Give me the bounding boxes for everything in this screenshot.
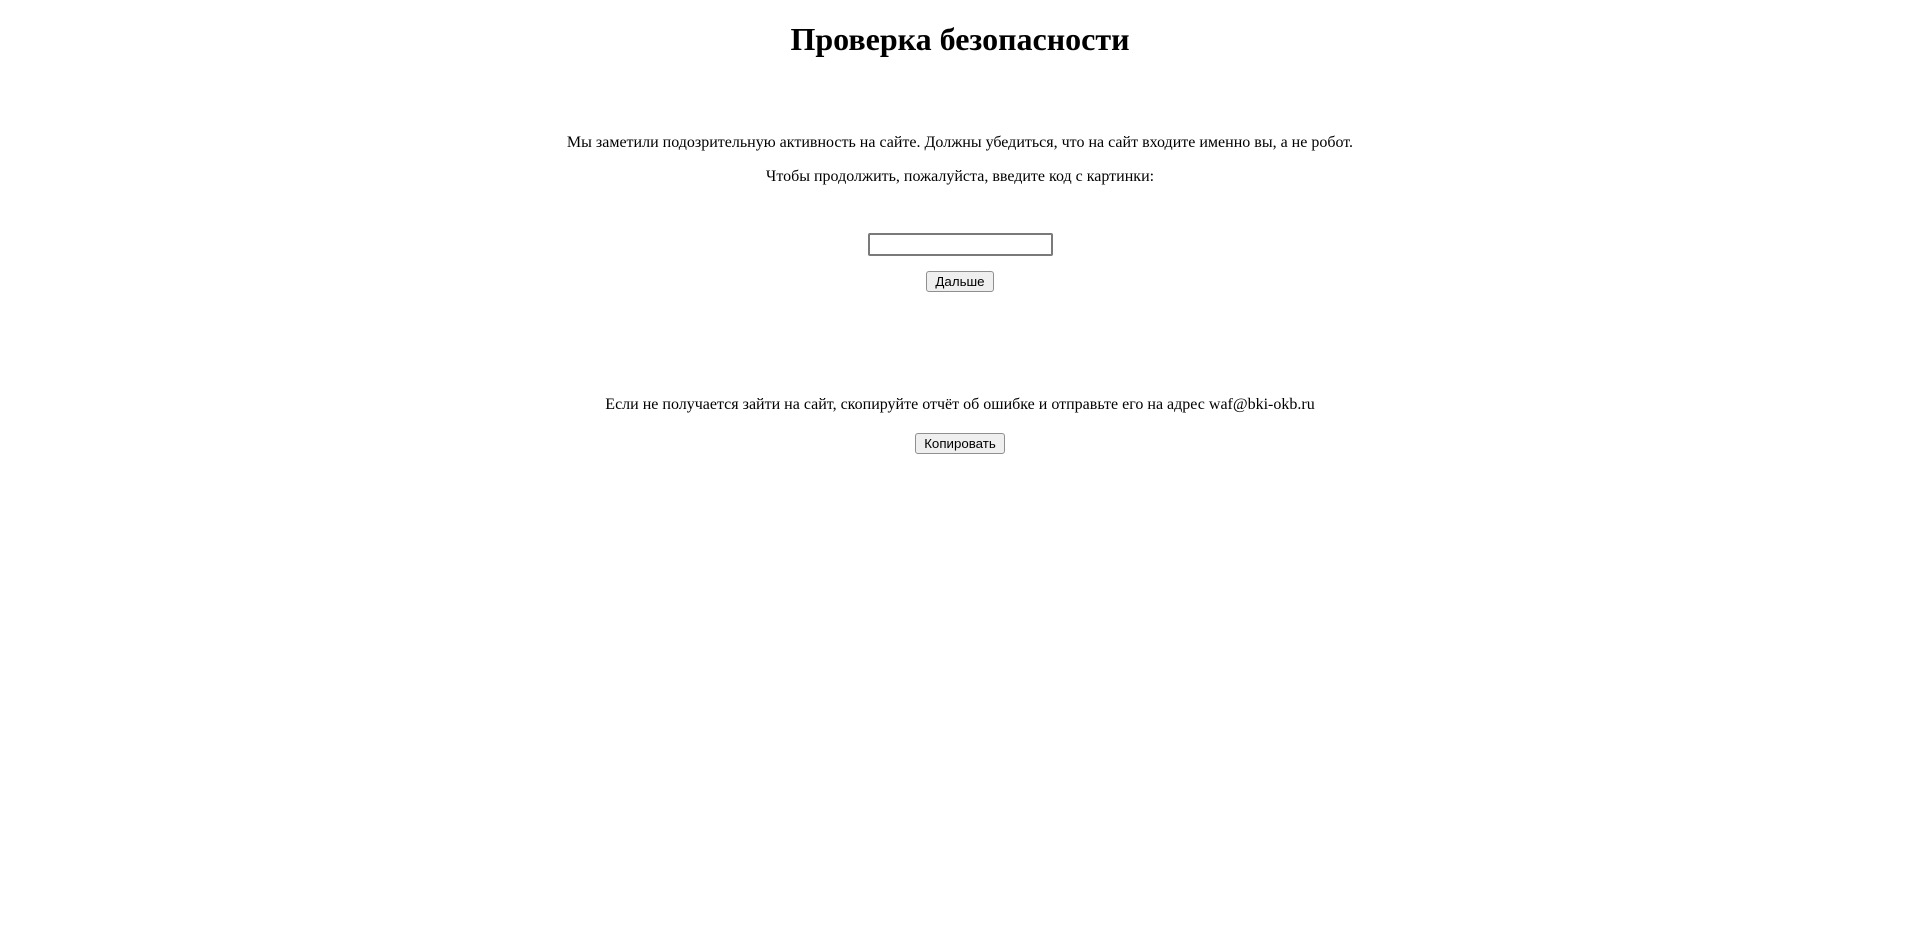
submit-row — [0, 271, 1920, 292]
copy-report-button[interactable]: Копировать — [915, 433, 1005, 454]
suspicious-activity-text: Мы заметили подозрительную активность на сайте. Должны убедиться, что на сайт входите именно вы, а не робот. — [566, 134, 1354, 151]
page-title: Проверка безопасности — [790, 21, 1130, 57]
submit-button[interactable]: Дальше — [926, 271, 993, 292]
security-check-page — [0, 21, 1920, 454]
captcha-input-row — [0, 233, 1920, 256]
copy-row — [0, 433, 1920, 454]
error-report-help-text: Если не получается зайти на сайт, скопируйте отчёт об ошибке и отправьте его на адрес waf@bki-okb.ru — [605, 396, 1315, 413]
captcha-code-input[interactable] — [868, 233, 1053, 256]
captcha-instruction-text: Чтобы продолжить, пожалуйста, введите код с картинки: — [765, 168, 1155, 185]
